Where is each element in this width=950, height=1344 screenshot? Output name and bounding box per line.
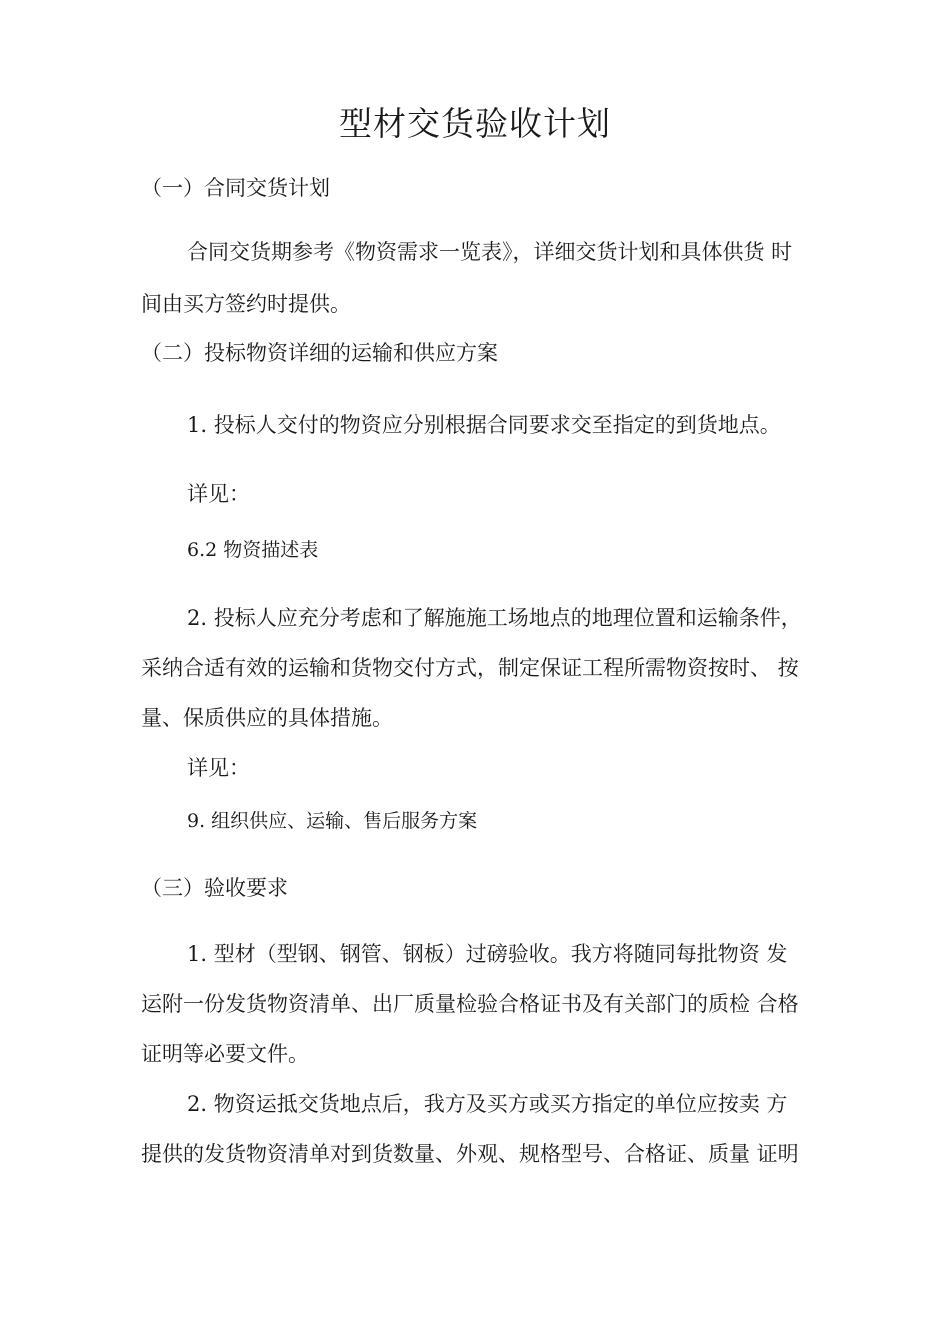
section-3-item-1-line-1: 1. 型材（型钢、钢管、钢板）过磅验收。我方将随同每批物资 发 xyxy=(187,942,788,966)
section-2-see-2: 详见： xyxy=(187,756,250,780)
section-3-heading: （三）验收要求 xyxy=(141,876,288,900)
section-2-item-1: 1. 投标人交付的物资应分别根据合同要求交至指定的到货地点。 xyxy=(187,413,781,437)
section-2-see-1: 详见： xyxy=(187,482,250,506)
section-2-item-2-line-2: 采纳合适有效的运输和货物交付方式，制定保证工程所需物资按时、 按 xyxy=(141,656,799,680)
section-1-line-1: 合同交货期参考《物资需求一览表》，详细交货计划和具体供货 时 xyxy=(187,240,793,264)
section-2-reference-2: 9. 组织供应、运输、售后服务方案 xyxy=(187,810,478,832)
section-3-item-1-line-2: 运附一份发货物资清单、出厂质量检验合格证书及有关部门的质检 合格 xyxy=(141,992,799,1016)
section-1-line-2: 间由买方签约时提供。 xyxy=(141,292,351,316)
section-2-item-2-line-1: 2. 投标人应充分考虑和了解施施工场地点的地理位置和运输条件， xyxy=(187,606,802,630)
section-2-heading: （二）投标物资详细的运输和供应方案 xyxy=(141,341,498,365)
page-title: 型材交货验收计划 xyxy=(339,104,611,143)
section-3-item-2-line-1: 2. 物资运抵交货地点后，我方及买方或买方指定的单位应按卖 方 xyxy=(187,1092,788,1116)
section-3-item-1-line-3: 证明等必要文件。 xyxy=(141,1042,309,1066)
section-1-heading: （一）合同交货计划 xyxy=(141,176,330,200)
section-2-item-2-line-3: 量、保质供应的具体措施。 xyxy=(141,706,393,730)
section-2-reference-1: 6.2 物资描述表 xyxy=(187,539,319,561)
section-3-item-2-line-2: 提供的发货物资清单对到货数量、外观、规格型号、合格证、质量 证明 xyxy=(141,1142,799,1166)
